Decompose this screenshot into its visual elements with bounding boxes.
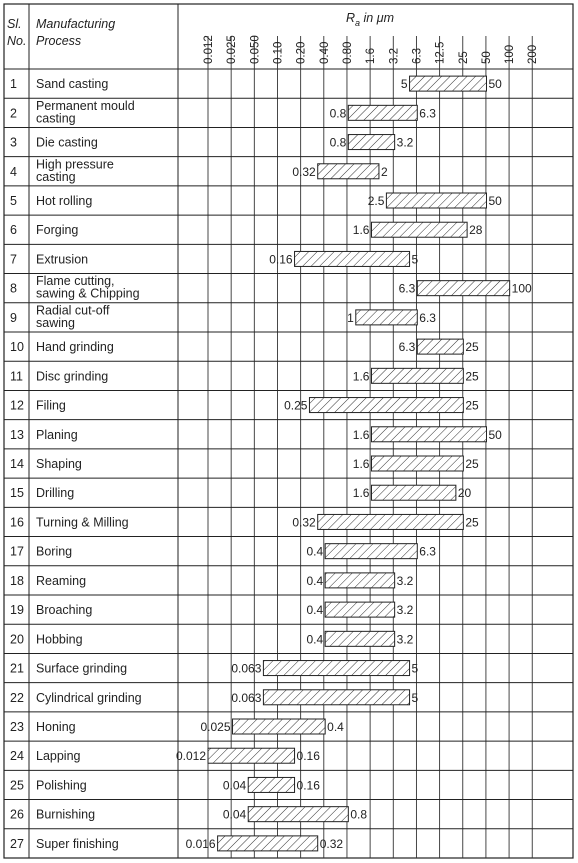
- tick-label-100: 100: [504, 44, 517, 64]
- row-number-10: 10: [10, 340, 24, 355]
- process-name-8-line-2: sawing & Chipping: [36, 286, 140, 301]
- max-label-17: 6.3: [419, 544, 436, 559]
- process-name-5: Hot rolling: [36, 194, 93, 208]
- range-bar-12: [309, 398, 463, 413]
- row-number-13: 13: [10, 427, 24, 442]
- min-label-12: 0.25: [284, 398, 308, 413]
- min-label-8: 6.3: [398, 281, 416, 296]
- min-label-23: 0.025: [200, 720, 231, 734]
- range-bar-25: [248, 777, 294, 792]
- row-number-20: 20: [10, 632, 24, 647]
- max-label-23: 0.4: [327, 720, 344, 734]
- min-label-10: 6.3: [398, 340, 416, 355]
- row-number-16: 16: [10, 515, 24, 530]
- max-label-18: 3.2: [396, 573, 414, 588]
- row-number-19: 19: [10, 603, 24, 618]
- min-label-18: 0.4: [306, 573, 324, 588]
- header-no: No.: [7, 34, 27, 48]
- process-name-9-line-2: sawing: [36, 315, 75, 330]
- axis-title: [346, 11, 394, 28]
- process-name-7: Extrusion: [36, 252, 89, 267]
- range-bar-13: [371, 427, 486, 442]
- min-label-15: 1.6: [352, 486, 370, 501]
- min-label-13: 1.6: [352, 427, 370, 442]
- max-label-22: 5: [411, 690, 419, 705]
- process-name-10: Hand grinding: [36, 340, 114, 355]
- max-label-19: 3.2: [396, 603, 414, 618]
- max-label-26: 0.8: [350, 807, 368, 822]
- header-manufacturing: Manufacturing: [36, 17, 116, 31]
- range-bar-7: [295, 251, 410, 266]
- min-label-2: 0.8: [329, 106, 347, 121]
- tick-label-0.012: 0.012: [203, 35, 215, 64]
- tick-label-1.6: 1.6: [365, 48, 378, 64]
- min-label-25: 0.04: [222, 778, 247, 793]
- row-number-3: 3: [10, 135, 17, 150]
- max-label-13: 50: [488, 427, 502, 442]
- tick-label-0.80: 0.80: [341, 41, 354, 64]
- range-bar-27: [218, 836, 318, 851]
- range-bar-11: [371, 368, 463, 383]
- row-number-12: 12: [10, 398, 24, 413]
- range-bar-20: [325, 631, 394, 646]
- axis-title-rest: in μm: [360, 11, 394, 25]
- range-bar-2: [348, 105, 417, 120]
- max-label-6: 28: [469, 223, 483, 238]
- row-number-24: 24: [10, 749, 24, 764]
- min-label-7: 0.16: [269, 252, 293, 267]
- tick-label-0.20: 0.20: [295, 41, 308, 64]
- max-label-15: 20: [457, 486, 472, 501]
- tick-label-0.10: 0.10: [272, 41, 285, 64]
- range-bar-24: [208, 748, 295, 763]
- range-bar-8: [417, 281, 509, 296]
- range-bar-6: [371, 222, 467, 237]
- range-bar-5: [386, 193, 486, 208]
- range-bar-4: [318, 164, 379, 179]
- min-label-5: 2.5: [367, 194, 385, 208]
- process-name-2-line-1: Permanent mould: [36, 98, 135, 113]
- min-label-27: 0.016: [185, 836, 216, 851]
- tick-label-6.3: 6.3: [411, 48, 424, 64]
- min-label-16: 0.32: [292, 515, 316, 530]
- max-label-27: 0.32: [319, 836, 344, 851]
- range-bar-15: [371, 485, 455, 500]
- row-number-23: 23: [10, 720, 24, 734]
- process-name-26: Burnishing: [36, 807, 96, 822]
- max-label-8: 100: [511, 281, 532, 296]
- process-name-19: Broaching: [36, 603, 93, 618]
- max-label-12: 25: [465, 398, 479, 413]
- min-label-14: 1.6: [352, 457, 370, 471]
- row-number-21: 21: [10, 661, 24, 676]
- process-name-1: Sand casting: [36, 77, 109, 92]
- tick-label-12.5: 12.5: [434, 41, 447, 64]
- row-number-6: 6: [10, 223, 17, 238]
- min-label-20: 0.4: [306, 632, 324, 647]
- max-label-2: 6.3: [419, 106, 436, 121]
- row-number-15: 15: [10, 486, 24, 501]
- tick-label-0.050: 0.050: [249, 35, 262, 64]
- axis-title-main: R: [346, 11, 356, 25]
- min-label-1: 5: [400, 77, 408, 92]
- row-number-17: 17: [10, 544, 24, 559]
- row-number-9: 9: [10, 310, 17, 325]
- row-number-14: 14: [10, 457, 24, 471]
- max-label-3: 3.2: [396, 135, 414, 150]
- tick-label-200: 200: [527, 44, 540, 64]
- tick-label-0.40: 0.40: [318, 41, 331, 64]
- max-label-5: 50: [488, 194, 502, 208]
- max-label-24: 0.16: [296, 749, 320, 764]
- tick-label-50: 50: [480, 51, 493, 64]
- header-process: Process: [36, 34, 82, 48]
- process-name-23: Honing: [36, 720, 76, 734]
- process-name-22: Cylindrical grinding: [36, 690, 142, 705]
- range-bar-22: [263, 690, 409, 705]
- row-number-4: 4: [10, 164, 17, 179]
- process-name-16: Turning & Milling: [36, 515, 129, 530]
- range-bar-3: [348, 135, 394, 150]
- range-bar-1: [410, 76, 487, 91]
- min-label-9: 1: [347, 310, 354, 325]
- range-bar-19: [325, 602, 394, 617]
- range-bar-17: [325, 544, 417, 559]
- process-name-6: Forging: [36, 223, 79, 238]
- process-name-11: Disc grinding: [36, 369, 109, 384]
- process-name-13: Planing: [36, 427, 78, 442]
- range-bar-23: [233, 719, 326, 734]
- range-bar-21: [263, 661, 409, 676]
- process-name-9-line-1: Radial cut-off: [36, 303, 110, 318]
- min-label-24: 0.012: [175, 749, 206, 764]
- process-name-3: Die casting: [36, 135, 98, 150]
- process-name-24: Lapping: [36, 749, 81, 764]
- process-name-21: Surface grinding: [36, 661, 128, 676]
- max-label-11: 25: [465, 369, 479, 384]
- row-number-22: 22: [10, 690, 24, 705]
- max-label-25: 0.16: [296, 778, 320, 793]
- max-label-16: 25: [465, 515, 479, 530]
- process-name-25: Polishing: [36, 778, 87, 793]
- row-number-7: 7: [10, 252, 17, 267]
- row-number-5: 5: [10, 194, 17, 208]
- range-bar-26: [248, 807, 348, 822]
- process-name-27: Super finishing: [36, 836, 119, 851]
- process-name-4-line-1: High pressure: [36, 157, 114, 172]
- range-bar-18: [325, 573, 394, 588]
- process-name-20: Hobbing: [36, 632, 83, 647]
- tick-label-3.2: 3.2: [388, 48, 401, 64]
- min-label-3: 0.8: [329, 135, 347, 150]
- range-bar-14: [371, 456, 463, 471]
- min-label-26: 0.04: [222, 807, 247, 822]
- max-label-20: 3.2: [396, 632, 414, 647]
- row-number-1: 1: [10, 77, 17, 92]
- process-name-17: Boring: [36, 544, 73, 559]
- min-label-21: 0.063: [231, 661, 262, 676]
- axis-title-sub: a: [355, 18, 361, 28]
- process-name-4-line-2: casting: [36, 169, 76, 184]
- max-label-1: 50: [488, 77, 502, 92]
- range-bar-16: [318, 514, 464, 529]
- min-label-11: 1.6: [352, 369, 370, 384]
- max-label-10: 25: [465, 340, 479, 355]
- row-number-11: 11: [10, 369, 23, 384]
- min-label-4: 0.32: [292, 164, 316, 179]
- max-label-9: 6.3: [419, 310, 436, 325]
- min-label-6: 1.6: [352, 223, 370, 238]
- min-label-22: 0.063: [231, 690, 262, 705]
- range-bar-9: [356, 310, 417, 325]
- min-label-19: 0.4: [306, 603, 324, 618]
- header-sl: Sl.: [7, 17, 22, 31]
- min-label-17: 0.4: [306, 544, 324, 559]
- process-name-14: Shaping: [36, 457, 82, 471]
- max-label-4: 2: [380, 164, 388, 179]
- process-name-12: Filing: [36, 398, 66, 413]
- tick-label-0.025: 0.025: [226, 35, 239, 64]
- row-number-2: 2: [10, 106, 17, 121]
- process-name-2-line-2: casting: [36, 111, 76, 126]
- process-name-18: Reaming: [36, 573, 87, 588]
- row-number-8: 8: [10, 281, 17, 296]
- tick-label-25: 25: [457, 51, 470, 64]
- max-label-7: 5: [411, 252, 419, 267]
- row-number-26: 26: [10, 807, 24, 822]
- row-number-18: 18: [10, 573, 24, 588]
- process-name-15: Drilling: [36, 486, 75, 501]
- max-label-14: 25: [465, 457, 479, 471]
- process-name-8-line-1: Flame cutting,: [36, 274, 115, 289]
- max-label-21: 5: [411, 661, 419, 676]
- row-number-27: 27: [10, 836, 24, 851]
- range-bar-10: [417, 339, 463, 354]
- row-number-25: 25: [10, 778, 24, 793]
